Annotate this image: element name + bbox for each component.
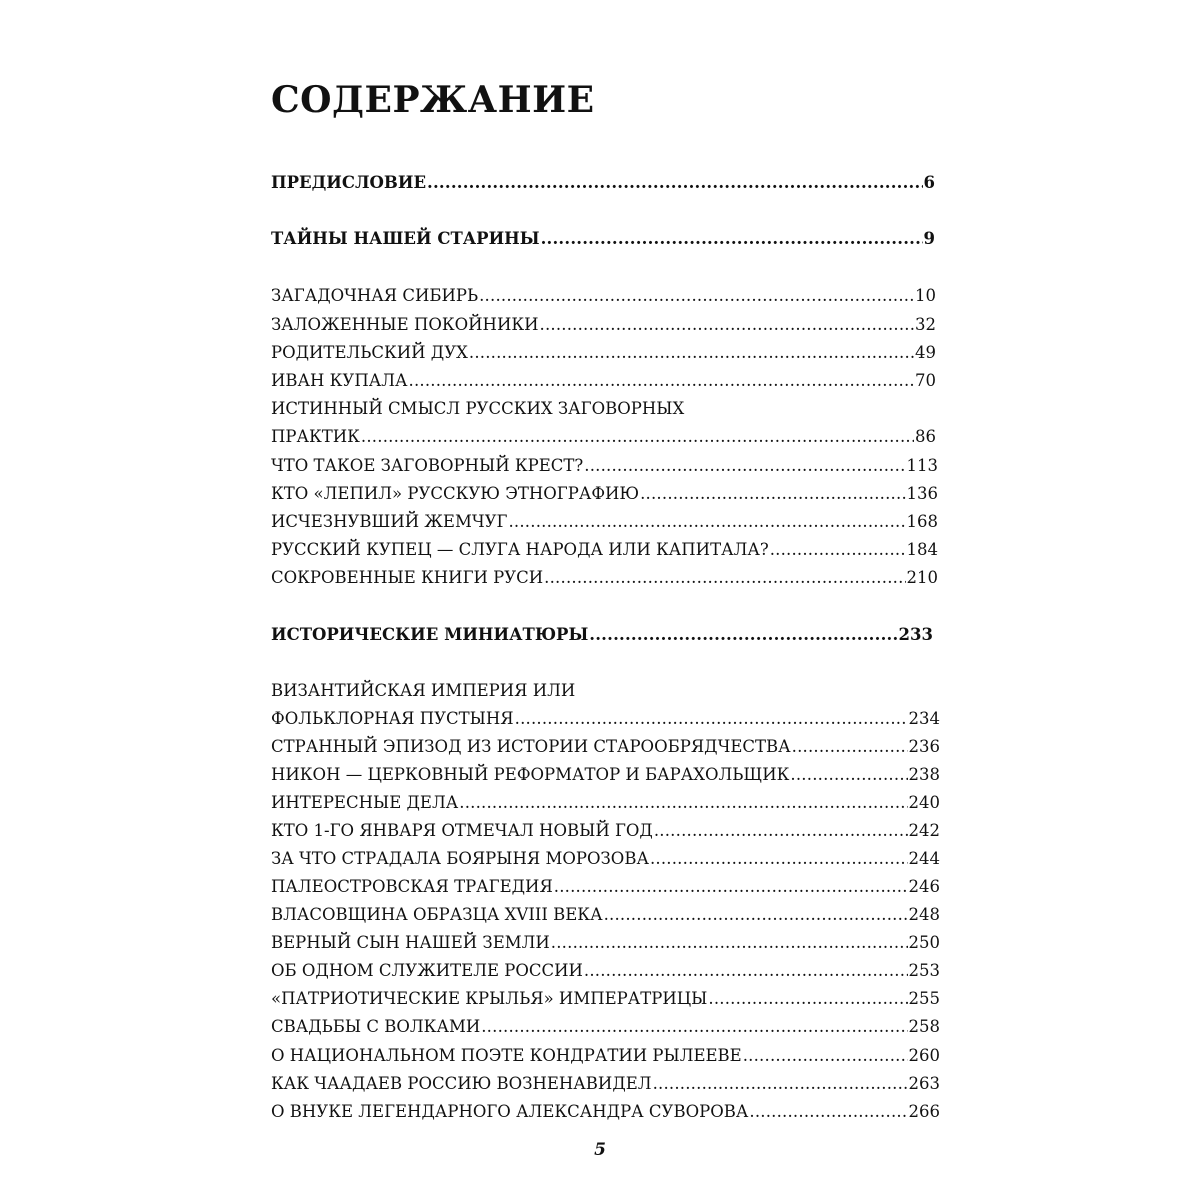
toc-entry	[271, 483, 938, 505]
dot-leader	[653, 1073, 908, 1095]
toc-entry	[271, 285, 936, 307]
toc-entry	[271, 960, 940, 982]
dot-leader	[554, 876, 908, 898]
dot-leader	[749, 1101, 907, 1123]
toc-entry-title: НИКОН — ЦЕРКОВНЫЙ РЕФОРМАТОР И БАРАХОЛЬЩИК	[271, 765, 790, 784]
dot-leader	[427, 172, 922, 194]
dot-leader	[479, 285, 914, 307]
toc-entry-title: «ПАТРИОТИЧЕСКИЕ КРЫЛЬЯ» ИМПЕРАТРИЦЫ	[271, 989, 708, 1008]
toc-entry-page: 9	[923, 229, 935, 248]
toc-entry-title: КТО 1-ГО ЯНВАРЯ ОТМЕЧАЛ НОВЫЙ ГОД	[271, 821, 653, 840]
page-number: 5	[594, 1140, 606, 1160]
toc-entry-page: 255	[908, 989, 940, 1008]
toc-entry-title: РУССКИЙ КУПЕЦ — СЛУГА НАРОДА ИЛИ КАПИТАЛА?	[271, 540, 769, 559]
dot-leader	[551, 932, 908, 954]
page-title: СОДЕРЖАНИЕ	[271, 79, 595, 121]
toc-entry-page: 136	[906, 484, 938, 503]
toc-entry	[271, 764, 940, 786]
toc-entry-page: 86	[915, 427, 936, 446]
toc-entry-page: 242	[908, 821, 940, 840]
dot-leader	[584, 960, 908, 982]
toc-entry-title: ЗА ЧТО СТРАДАЛА БОЯРЫНЯ МОРОЗОВА	[271, 849, 649, 868]
dot-leader	[584, 455, 905, 477]
toc-entry-title: КТО «ЛЕПИЛ» РУССКУЮ ЭТНОГРАФИЮ	[271, 484, 640, 503]
toc-entry-page: 70	[915, 371, 936, 390]
toc-entry-page: 253	[908, 961, 940, 980]
toc-entry	[271, 426, 936, 448]
toc-entry-page: 248	[908, 905, 940, 924]
toc-entry	[271, 848, 940, 870]
toc-entry-title: ПАЛЕОСТРОВСКАЯ ТРАГЕДИЯ	[271, 877, 553, 896]
toc-entry-title: ВЛАСОВЩИНА ОБРАЗЦА XVIII ВЕКА	[271, 905, 603, 924]
toc-entry	[271, 370, 936, 392]
toc-entry-page: 10	[915, 286, 936, 305]
toc-entry-title: СВАДЬБЫ С ВОЛКАМИ	[271, 1017, 481, 1036]
toc-entry-page: 266	[908, 1102, 940, 1121]
toc-entry-title: РОДИТЕЛЬСКИЙ ДУХ	[271, 343, 468, 362]
dot-leader	[654, 820, 908, 842]
toc-entry-page: 258	[908, 1017, 940, 1036]
toc-entry-page: 238	[908, 765, 940, 784]
toc-entry-title: ПРЕДИСЛОВИЕ	[271, 173, 427, 192]
toc-entry-title: ЗАЛОЖЕННЫЕ ПОКОЙНИКИ	[271, 315, 539, 334]
dot-leader	[540, 314, 915, 336]
toc-entry-line1: ВИЗАНТИЙСКАЯ ИМПЕРИЯ ИЛИ	[271, 681, 576, 700]
dot-leader	[770, 539, 906, 561]
dot-leader	[409, 370, 915, 392]
toc-entry-title: ОБ ОДНОМ СЛУЖИТЕЛЕ РОССИИ	[271, 961, 583, 980]
toc-entry-page: 234	[908, 709, 940, 728]
toc-entry-title: ИСЧЕЗНУВШИЙ ЖЕМЧУГ	[271, 512, 508, 531]
toc-entry	[271, 314, 936, 336]
toc-entry-page: 168	[906, 512, 938, 531]
toc-entry-page: 32	[915, 315, 936, 334]
toc-entry-title: О НАЦИОНАЛЬНОМ ПОЭТЕ КОНДРАТИИ РЫЛЕЕВЕ	[271, 1046, 742, 1065]
toc-entry	[271, 1016, 940, 1038]
toc-entry-page: 244	[908, 849, 940, 868]
toc-entry-page: 210	[906, 568, 938, 587]
toc-section-heading	[271, 172, 935, 194]
toc-entry-title: ЗАГАДОЧНАЯ СИБИРЬ	[271, 286, 479, 305]
toc-entry	[271, 820, 940, 842]
dot-leader	[743, 1045, 908, 1067]
toc-entry-title: ТАЙНЫ НАШЕЙ СТАРИНЫ	[271, 229, 540, 248]
toc-entry-page: 233	[898, 625, 933, 644]
dot-leader	[790, 764, 907, 786]
toc-entry-title: ФОЛЬКЛОРНАЯ ПУСТЫНЯ	[271, 709, 514, 728]
dot-leader	[708, 988, 907, 1010]
toc-entry-title: О ВНУКЕ ЛЕГЕНДАРНОГО АЛЕКСАНДРА СУВОРОВА	[271, 1102, 749, 1121]
dot-leader	[515, 708, 908, 730]
dot-leader	[541, 228, 923, 250]
toc-entry	[271, 708, 940, 730]
toc-entry-page: 240	[908, 793, 940, 812]
toc-entry-title: ВЕРНЫЙ СЫН НАШЕЙ ЗЕМЛИ	[271, 933, 550, 952]
toc-entry	[271, 792, 940, 814]
toc-entry-title: ЧТО ТАКОЕ ЗАГОВОРНЫЙ КРЕСТ?	[271, 456, 584, 475]
toc-entry	[271, 904, 940, 926]
toc-section-heading	[271, 624, 933, 646]
dot-leader	[792, 736, 908, 758]
toc-entry	[271, 988, 940, 1010]
dot-leader	[481, 1016, 907, 1038]
toc-entry-page: 113	[906, 456, 938, 475]
toc-entry-page: 6	[923, 173, 935, 192]
toc-entry-line1: ИСТИННЫЙ СМЫСЛ РУССКИХ ЗАГОВОРНЫХ	[271, 399, 685, 418]
dot-leader	[604, 904, 908, 926]
dot-leader	[459, 792, 907, 814]
toc-entry	[271, 876, 940, 898]
toc-entry-page: 184	[906, 540, 938, 559]
toc-entry	[271, 539, 938, 561]
dot-leader	[640, 483, 905, 505]
dot-leader	[361, 426, 914, 448]
toc-entry	[271, 455, 938, 477]
toc-entry-title: СТРАННЫЙ ЭПИЗОД ИЗ ИСТОРИИ СТАРООБРЯДЧЕСТВА	[271, 737, 791, 756]
dot-leader	[508, 511, 905, 533]
dot-leader	[650, 848, 908, 870]
toc-entry-page: 236	[908, 737, 940, 756]
toc-entry-title: ИНТЕРЕСНЫЕ ДЕЛА	[271, 793, 459, 812]
toc-entry	[271, 567, 938, 589]
toc-entry	[271, 511, 938, 533]
dot-leader	[469, 342, 914, 364]
toc-entry-title: ИСТОРИЧЕСКИЕ МИНИАТЮРЫ	[271, 625, 589, 644]
toc-entry	[271, 1045, 940, 1067]
toc-entry	[271, 932, 940, 954]
toc-entry-title: КАК ЧААДАЕВ РОССИЮ ВОЗНЕНАВИДЕЛ	[271, 1074, 652, 1093]
toc-entry	[271, 1073, 940, 1095]
dot-leader	[544, 567, 905, 589]
toc-entry-title: СОКРОВЕННЫЕ КНИГИ РУСИ	[271, 568, 544, 587]
toc-entry-page: 260	[908, 1046, 940, 1065]
dot-leader	[589, 624, 897, 646]
toc-entry-page: 49	[915, 343, 936, 362]
toc-entry-page: 263	[908, 1074, 940, 1093]
toc-entry-page: 250	[908, 933, 940, 952]
toc-entry-page: 246	[908, 877, 940, 896]
toc-entry	[271, 736, 940, 758]
toc-entry-title: ПРАКТИК	[271, 427, 360, 446]
toc-section-heading	[271, 228, 935, 250]
toc-entry-title: ИВАН КУПАЛА	[271, 371, 408, 390]
toc-entry	[271, 1101, 940, 1123]
toc-entry	[271, 342, 936, 364]
